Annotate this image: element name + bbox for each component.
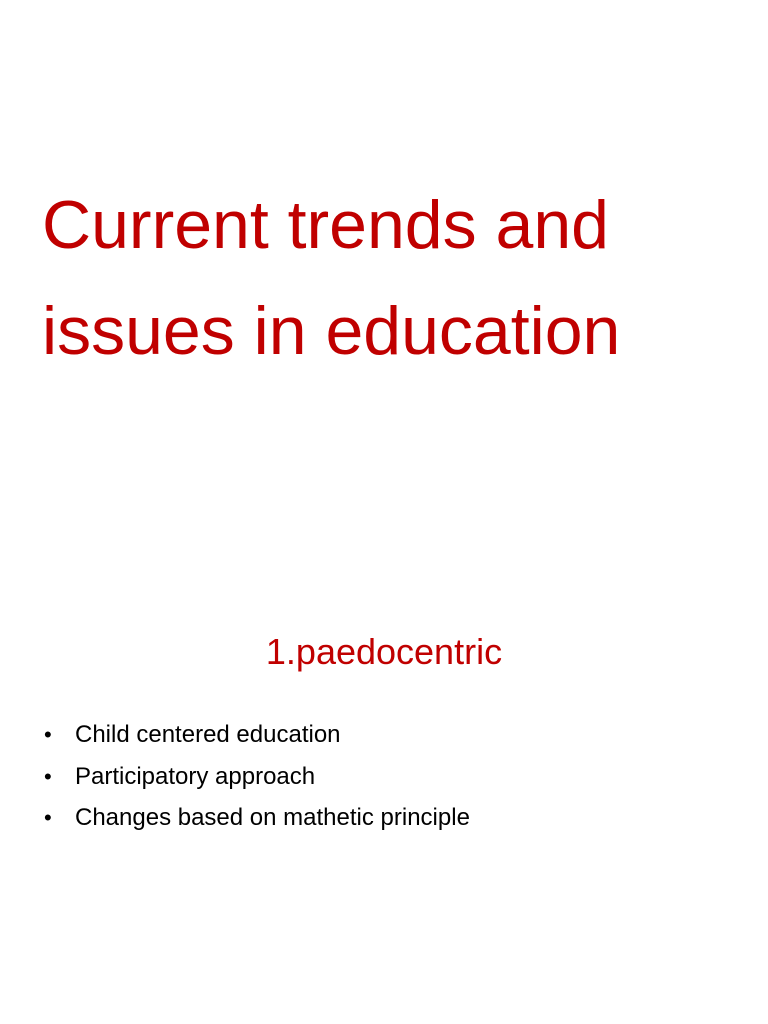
bullet-item: [44, 797, 744, 839]
bullet-list: [44, 714, 744, 839]
bullet-icon: •: [44, 805, 52, 830]
bullet-item: [44, 756, 744, 798]
slide-title-line-1: Current trends and: [42, 187, 609, 263]
bullet-text: Child centered education: [75, 721, 341, 748]
bullet-icon: •: [44, 763, 52, 789]
section-heading: 1.paedocentric: [265, 631, 503, 672]
bullet-icon: •: [44, 722, 52, 747]
slide-title: [42, 172, 742, 384]
slide-title-line-2: issues in education: [42, 293, 621, 369]
bullet-text: Changes based on mathetic principle: [75, 804, 470, 831]
bullet-text: Participatory approach: [75, 762, 316, 790]
bullet-item: [44, 714, 744, 756]
